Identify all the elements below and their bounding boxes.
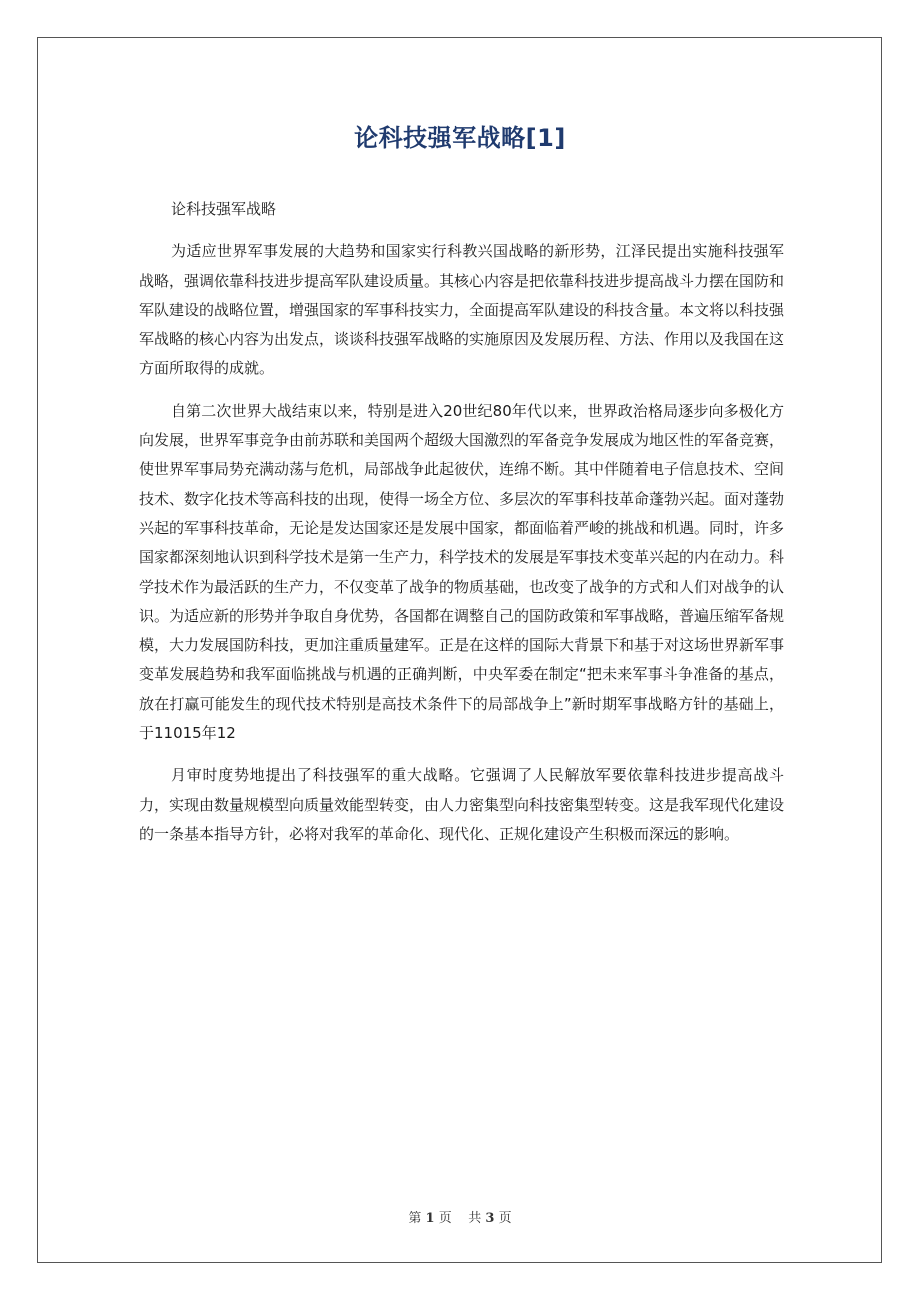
paragraph-strategy: 月审时度势地提出了科技强军的重大战略。它强调了人民解放军要依靠科技进步提高战斗力，实现由数量规模型向质量效能型转变，由人力密集型向科技密集型转变。这是我军现代化建设的一条基本指导方针，必将对我军的革命化、现代化、正规化建设产生积极而深远的影响。 (139, 766, 785, 843)
footer-page-number: 1 (425, 1211, 435, 1226)
footer-total-pages: 3 (485, 1211, 495, 1226)
paragraph-subtitle: 论科技强军战略 (171, 200, 277, 218)
footer-total-suffix: 页 (498, 1211, 512, 1226)
footer-total-prefix: 共 (468, 1211, 482, 1226)
footer-page-suffix: 页 (438, 1211, 452, 1226)
document-title: 论科技强军战略[1] (354, 124, 566, 152)
paragraph-background: 自第二次世界大战结束以来，特别是进入20世纪80年代以来，世界政治格局逐步向多极化方向发展，世界军事竞争由前苏联和美国两个超级大国激烈的军备竞争发展成为地区性的军备竞赛，使世界军事局势充满动荡与危机，局部战争此起彼伏，连绵不断。其中伴随着电子信息技术、空间技术、数字化技术等高科技的出现，使得一场全方位、多层次的军事科技革命蓬勃兴起。面对蓬勃兴起的军事科技革命，无论是发达国家还是发展中国家，都面临着严峻的挑战和机遇。同时，许多国家都深刻地认识到科学技术是第一生产力，科学技术的发展是军事技术变革兴起的内在动力。科学技术作为最活跃的生产力，不仅变革了战争的物质基础，也改变了战争的方式和人们对战争的认识。为适应新的形势并争取自身优势，各国都在调整自己的国防政策和军事战略，普遍压缩军备规模，大力发展国防科技，更加注重质量建军。正是在这样的国际大背景下和基于对这场世界新军事变革发展趋势和我军面临挑战与机遇的正确判断，中央军委在制定“把未来军事斗争准备的基点，放在打赢可能发生的现代技术特别是高技术条件下的局部战争上”新时期军事战略方针的基础上，于11015年12 (139, 401, 785, 743)
footer-page-prefix: 第 (408, 1211, 422, 1226)
paragraph-intro: 为适应世界军事发展的大趋势和国家实行科教兴国战略的新形势，江泽民提出实施科技强军战略，强调依靠科技进步提高军队建设质量。其核心内容是把依靠科技进步提高战斗力摆在国防和军队建设的战略位置，增强国家的军事科技实力，全面提高军队建设的科技含量。本文将以科技强军战略的核心内容为出发点，谈谈科技强军战略的实施原因及发展历程、方法、作用以及我国在这方面所取得的成就。 (139, 242, 785, 378)
page-footer (0, 1207, 920, 1226)
document-body (139, 195, 784, 849)
